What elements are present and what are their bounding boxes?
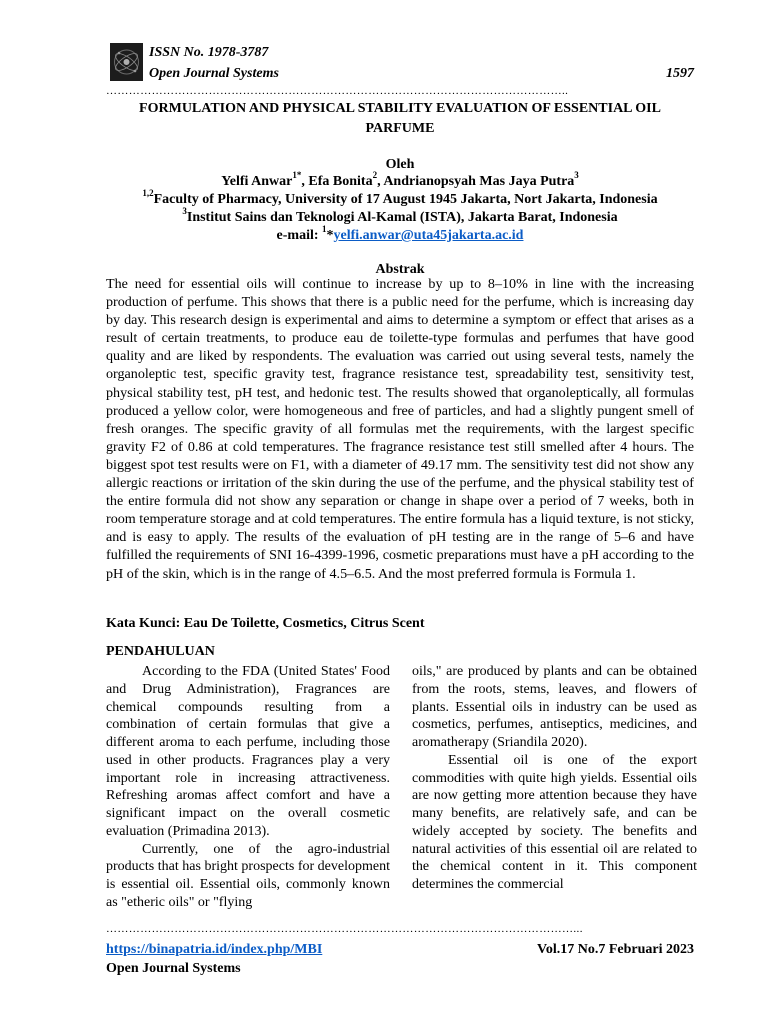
author-sep-2: , xyxy=(377,174,384,189)
left-paragraph-2: Currently, one of the agro-industrial products that has bright prospects for development is essential oil. Essential oils, commonly known as "etheric oils" or "flying xyxy=(106,841,390,910)
right-paragraph-1: oils," are produced by plants and can be obtained from the roots, stems, leaves, and flowers of plants. Essential oils in industry can be used as cosmetics, perfumes, antiseptics, medicines, and aromatherapy (Sriandila 2020). xyxy=(412,664,697,750)
author-3: Andrianopsyah Mas Jaya Putra xyxy=(383,174,575,189)
issn: ISSN No. 1978-3787 xyxy=(149,45,269,60)
email-label: e-mail: xyxy=(276,228,323,243)
title-line-1: FORMULATION AND PHYSICAL STABILITY EVALUATION OF ESSENTIAL OIL xyxy=(139,101,661,116)
page-number: 1597 xyxy=(666,66,694,81)
affiliation-2-text: Institut Sains dan Teknologi Al-Kamal (ISTA), Jakarta Barat, Indonesia xyxy=(186,210,618,225)
email-link[interactable]: yelfi.anwar@uta45jakarta.ac.id xyxy=(333,228,524,243)
author-1-sup: 1* xyxy=(292,170,302,181)
affiliation-1 xyxy=(106,188,694,209)
author-1: Yelfi Anwar xyxy=(221,174,293,189)
author-2-sup: 2 xyxy=(372,170,378,181)
journal-name: Open Journal Systems xyxy=(149,66,279,81)
affiliation-1-sup: 1,2 xyxy=(142,188,154,199)
affiliation-2-sup: 3 xyxy=(182,206,187,217)
right-column xyxy=(412,663,697,894)
email-sup: 1 xyxy=(322,224,327,235)
author-2: Efa Bonita xyxy=(308,174,373,189)
author-sep-1: , xyxy=(301,174,309,189)
author-3-sup: 3 xyxy=(574,170,579,181)
authors-line xyxy=(106,170,694,191)
abstract-text: The need for essential oils will continue to increase by up to 8–10% in line with the increasing production of perfume. This shows that there is a public need for the perfume, which is increasing day by day. This research design is experimental and aims to determine a symptom or effect that arises as a result of certain treatments, to produce eau de toilette-type formulas and perfumes that have good quality and are liked by respondents. The evaluation was carried out using several tests, namely the organoleptic test, specific gravity test, fragrance resistance test, spreadability test, sensitivity test, physical stability test, pH test, and hedonic test. The results showed that organoleptically, all formulas produced a yellow color, were homogeneous and free of particles, and had a slightly pungent smell of fresh oranges. The specific gravity of all formulas met the requirements, with the largest specific gravity F2 of 0.86 at cold temperatures. The fragrance resistance test still smelled after 4 hours. The biggest spot test results were on F1, with a diameter of 49.17 mm. The sensitivity test did not show any allergic reactions or irritation of the skin during the use of the perfume, and the physical stability test of the entire formula did not show any separation or change in shape over a period of 7 weeks, both in room temperature storage and at cold temperatures. The entire formula has a liquid texture, is not sticky, and is easy to apply. The results of the evaluation of pH testing are in the range of 5–6 and have fulfilled the requirements of SNI 16-4399-1996, cosmetic preparations must have a pH according to the pH of the skin, which is in the range of 4.5–6.5. And the most preferred formula is Formula 1. xyxy=(106,276,694,582)
volume-info: Vol.17 No.7 Februari 2023 xyxy=(537,942,694,957)
left-paragraph-1: According to the FDA (United States' Food and Drug Administration), Fragrances are chemical compounds resulting from a combination of certain formulas that give a different aroma to each perfume, including those used in other products. Fragrances play a very important role in increasing attractiveness. Refreshing aromas affect comfort and have a significant impact on the overall cosmetic evaluation (Primadina 2013). xyxy=(106,664,390,839)
email-line xyxy=(106,224,694,245)
abstract-heading: Abstrak xyxy=(375,262,425,277)
affiliation-1-text: Faculty of Pharmacy, University of 17 August 1945 Jakarta, Nort Jakarta, Indonesia xyxy=(153,192,658,207)
keywords: Kata Kunci: Eau De Toilette, Cosmetics, Citrus Scent xyxy=(106,616,425,631)
email-star: * xyxy=(326,228,334,243)
affiliation-2 xyxy=(106,206,694,227)
footer-journal-name: Open Journal Systems xyxy=(106,961,241,976)
section-heading: PENDAHULUAN xyxy=(106,644,215,659)
by-label: Oleh xyxy=(385,157,415,172)
article-title xyxy=(106,99,694,139)
journal-url-link[interactable]: https://binapatria.id/index.php/MBI xyxy=(106,942,323,957)
journal-logo xyxy=(110,43,143,81)
left-column xyxy=(106,663,390,912)
title-line-2: PARFUME xyxy=(365,121,435,136)
header-separator: ………………………………………………………………………………………………………….. xyxy=(106,86,569,97)
right-paragraph-2: Essential oil is one of the export commodities with quite high yields. Essential oils are now getting more attention because they have many benefits, are relatively safe, and can be widely accepted by society. The benefits and natural activities of this essential oil are related to the chemical content in it. This component determines the commercial xyxy=(412,752,697,892)
footer-separator: ……………………………………………………………………………………………………………... xyxy=(106,924,583,935)
